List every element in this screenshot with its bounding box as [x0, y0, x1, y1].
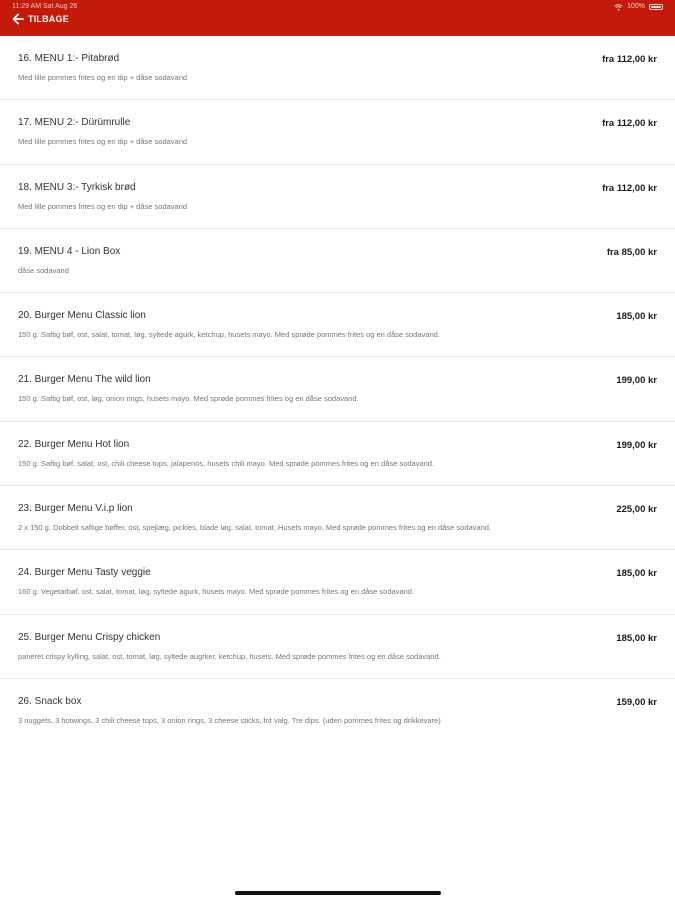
item-name: 20. Burger Menu Classic lion: [18, 310, 146, 322]
home-indicator: [235, 891, 441, 895]
item-price: fra 85,00 kr: [606, 246, 657, 258]
item-price: 199,00 kr: [616, 375, 657, 387]
battery-icon: [649, 4, 663, 10]
back-button[interactable]: [12, 11, 69, 27]
item-name: 25. Burger Menu Crispy chicken: [18, 631, 161, 643]
item-name: 21. Burger Menu The wild lion: [18, 374, 151, 386]
item-name: 26. Snack box: [18, 695, 82, 707]
item-description: Med lille pommes frites og en dip + dåse sodavand: [18, 137, 188, 147]
item-name: 23. Burger Menu V.i.p lion: [18, 503, 133, 515]
item-name: 17. MENU 2:- Dürümrulle: [18, 117, 131, 129]
list-item[interactable]: [0, 679, 675, 743]
item-description: 160 g. Vegetarbøf, ost, salat, tomat, løg, syltede agurk, husets mayo. Med sprøde pommes frites og en dåse sodavand.: [18, 587, 415, 597]
item-description: 150 g. Saftig bøf, ost, løg, onion rings, husets mayo. Med sprøde pommes frites og en dåse sodavand.: [18, 394, 359, 404]
item-name: 24. Burger Menu Tasty veggie: [18, 567, 151, 579]
item-price: fra 112,00 kr: [602, 182, 657, 194]
item-price: 185,00 kr: [616, 568, 657, 580]
list-item[interactable]: [0, 550, 675, 614]
menu-list: [0, 36, 675, 743]
list-item[interactable]: [0, 422, 675, 486]
item-price: 185,00 kr: [616, 311, 657, 323]
list-item[interactable]: [0, 486, 675, 550]
list-item[interactable]: [0, 36, 675, 100]
item-price: 159,00 kr: [616, 696, 657, 708]
item-price: fra 112,00 kr: [602, 118, 657, 130]
arrow-left-icon: [12, 13, 24, 25]
wifi-icon: [614, 4, 623, 11]
status-right-group: [614, 2, 663, 12]
status-time-date: 11:29 AM Sat Aug 26: [12, 3, 78, 10]
item-name: 22. Burger Menu Hot lion: [18, 438, 130, 450]
item-description: Med lille pommes frites og en dip + dåse sodavand: [18, 201, 188, 211]
item-price: fra 112,00 kr: [602, 54, 657, 65]
item-price: 185,00 kr: [616, 632, 657, 644]
item-name: 19. MENU 4 - Lion Box: [18, 245, 121, 257]
list-item[interactable]: [0, 229, 675, 293]
item-name: 16. MENU 1:- Pitabrød: [18, 53, 120, 64]
list-item[interactable]: [0, 615, 675, 679]
item-name: 18. MENU 3:- Tyrkisk brød: [18, 181, 136, 193]
battery-percent: 100%: [627, 3, 645, 10]
item-description: 2 x 150 g. Dobbelt saftige bøffer, ost, spejlæg, pickles, blade løg, salat, tomat, Husets mayo. Med sprøde pommes frites og en dåse sodavand.: [18, 523, 492, 533]
item-description: paneret crispy kylling, salat, ost, tomat, løg, syltede augrker, ketchup, husets. Med sprøde pommes frites og en dåse sodavand.: [18, 651, 441, 661]
list-item[interactable]: [0, 357, 675, 421]
list-item[interactable]: [0, 165, 675, 229]
item-description: 3 nuggets, 3 hotwings, 3 chili cheese tops, 3 onion rings, 3 cheese sticks, frit valg. Tre dips. (uden pommes frites og drikkevare): [18, 715, 441, 725]
item-description: 150 g. Saftig bøf, ost, salat, tomat, løg, syltede agurk, ketchup, husets mayo. Med sprøde pommes frites og en dåse sodavand.: [18, 330, 440, 340]
item-description: 150 g. Saftig bøf, salat, ost, chili cheese tops, jalapenos, husets chili mayo. Med sprøde pommes frites og en dåse sodavand.: [18, 458, 435, 468]
list-item[interactable]: [0, 100, 675, 164]
list-item[interactable]: [0, 293, 675, 357]
item-description: dåse sodavand: [18, 265, 69, 275]
item-price: 225,00 kr: [616, 504, 657, 516]
top-bar: [0, 0, 675, 36]
back-label: TILBAGE: [28, 14, 69, 24]
item-price: 199,00 kr: [616, 439, 657, 451]
item-description: Med lille pommes frites og en dip + dåse sodavand: [18, 73, 188, 82]
status-bar: [12, 2, 663, 12]
